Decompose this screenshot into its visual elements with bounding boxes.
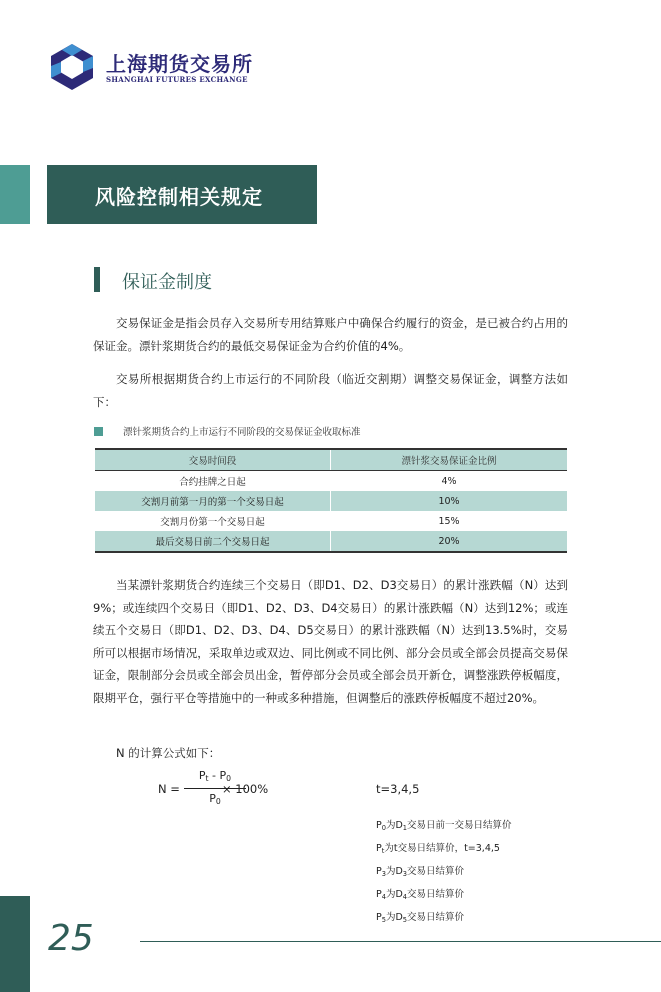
formula-definition: $P_5$为$D_5$交易日结算价 [376,912,465,924]
chapter-title: 风险控制相关规定 [95,185,263,209]
formula-denominator: $P_0$ [209,792,221,806]
formula-definition: $P_4$为$D_4$交易日结算价 [376,889,465,901]
table-row [95,531,567,552]
paragraph-adjustment-intro: 交易所根据期货合约上市运行的不同阶段（临近交割期）调整交易保证金，调整方法如下： [93,372,568,409]
table-caption-marker [94,427,103,436]
table-row [95,471,567,492]
table-cell-period: 合约挂牌之日起 [95,471,331,492]
logo-chinese-name: 上海期货交易所 [106,52,253,76]
footer-rule [140,941,661,942]
hexagon-logo-icon [46,42,98,92]
section-marker [94,267,100,292]
bottom-accent-bar [0,896,30,992]
margin-ratio-table [95,448,567,553]
paragraph-price-limit-rules: 当某漂针浆期货合约连续三个交易日（即D1、D2、D3交易日）的累计涨跌幅（N）达到9%；或连续四个交易日（即D1、D2、D3、D4交易日）的累计涨跌幅（N）达到12%；或连续五个交易日（即D1、D2、D3、D4、D5交易日）的累计涨跌幅（N）达到13.5%时，交易所可以根据市场情况，采取单边或双边、同比例或不同比例、部分会员或全部会员提高交易保证金，限制部分会员或全部会员出金，暂停部分会员或全部会员开新仓，调整涨跌停板幅度，限期平仓，强行平仓等措施中的一种或多种措施，但调整后的涨跌停板幅度不超过20%。 [93,578,568,705]
page-number: 25 [48,918,94,959]
table-cell-period: 交割月份第一个交易日起 [95,511,331,531]
top-accent-bar [0,165,30,224]
table-cell-ratio: 20% [331,531,568,552]
table-cell-period: 最后交易日前二个交易日起 [95,531,331,552]
formula-multiplier: × 100% [222,782,269,796]
table-header-period: 交易时间段 [95,449,331,471]
table-header-row [95,449,567,471]
formula-t-values: t=3,4,5 [376,782,420,796]
table-cell-ratio: 15% [438,515,460,527]
table-row [95,511,567,531]
formula-definition: $P_0$为$D_1$交易日前一交易日结算价 [376,820,512,832]
section-title: 保证金制度 [122,272,212,293]
table-cell-ratio: 10% [331,491,568,511]
table-cell-period: 交割月前第一月的第一个交易日起 [95,491,331,511]
table-row [95,491,567,511]
paragraph-margin-definition: 交易保证金是指会员存入交易所专用结算账户中确保合约履行的资金，是已被合约占用的保证金。漂针浆期货合约的最低交易保证金为合约价值的4%。 [93,316,568,353]
table-cell-ratio: 4% [441,475,457,487]
exchange-logo [46,42,253,92]
formula-lhs: N = [158,782,180,796]
formula-definition: $P_3$为$D_3$交易日结算价 [376,866,465,878]
formula-definition: $P_t$为t交易日结算价，t=3,4,5 [376,843,500,855]
chapter-banner [47,165,317,224]
formula-numerator: $P_t - P_0$ [198,769,232,783]
paragraph-formula-intro: N 的计算公式如下： [116,746,221,760]
table-caption: 漂针浆期货合约上市运行不同阶段的交易保证金收取标准 [123,427,361,438]
table-header-ratio: 漂针浆交易保证金比例 [331,449,568,471]
logo-english-name: SHANGHAI FUTURES EXCHANGE [106,75,248,84]
